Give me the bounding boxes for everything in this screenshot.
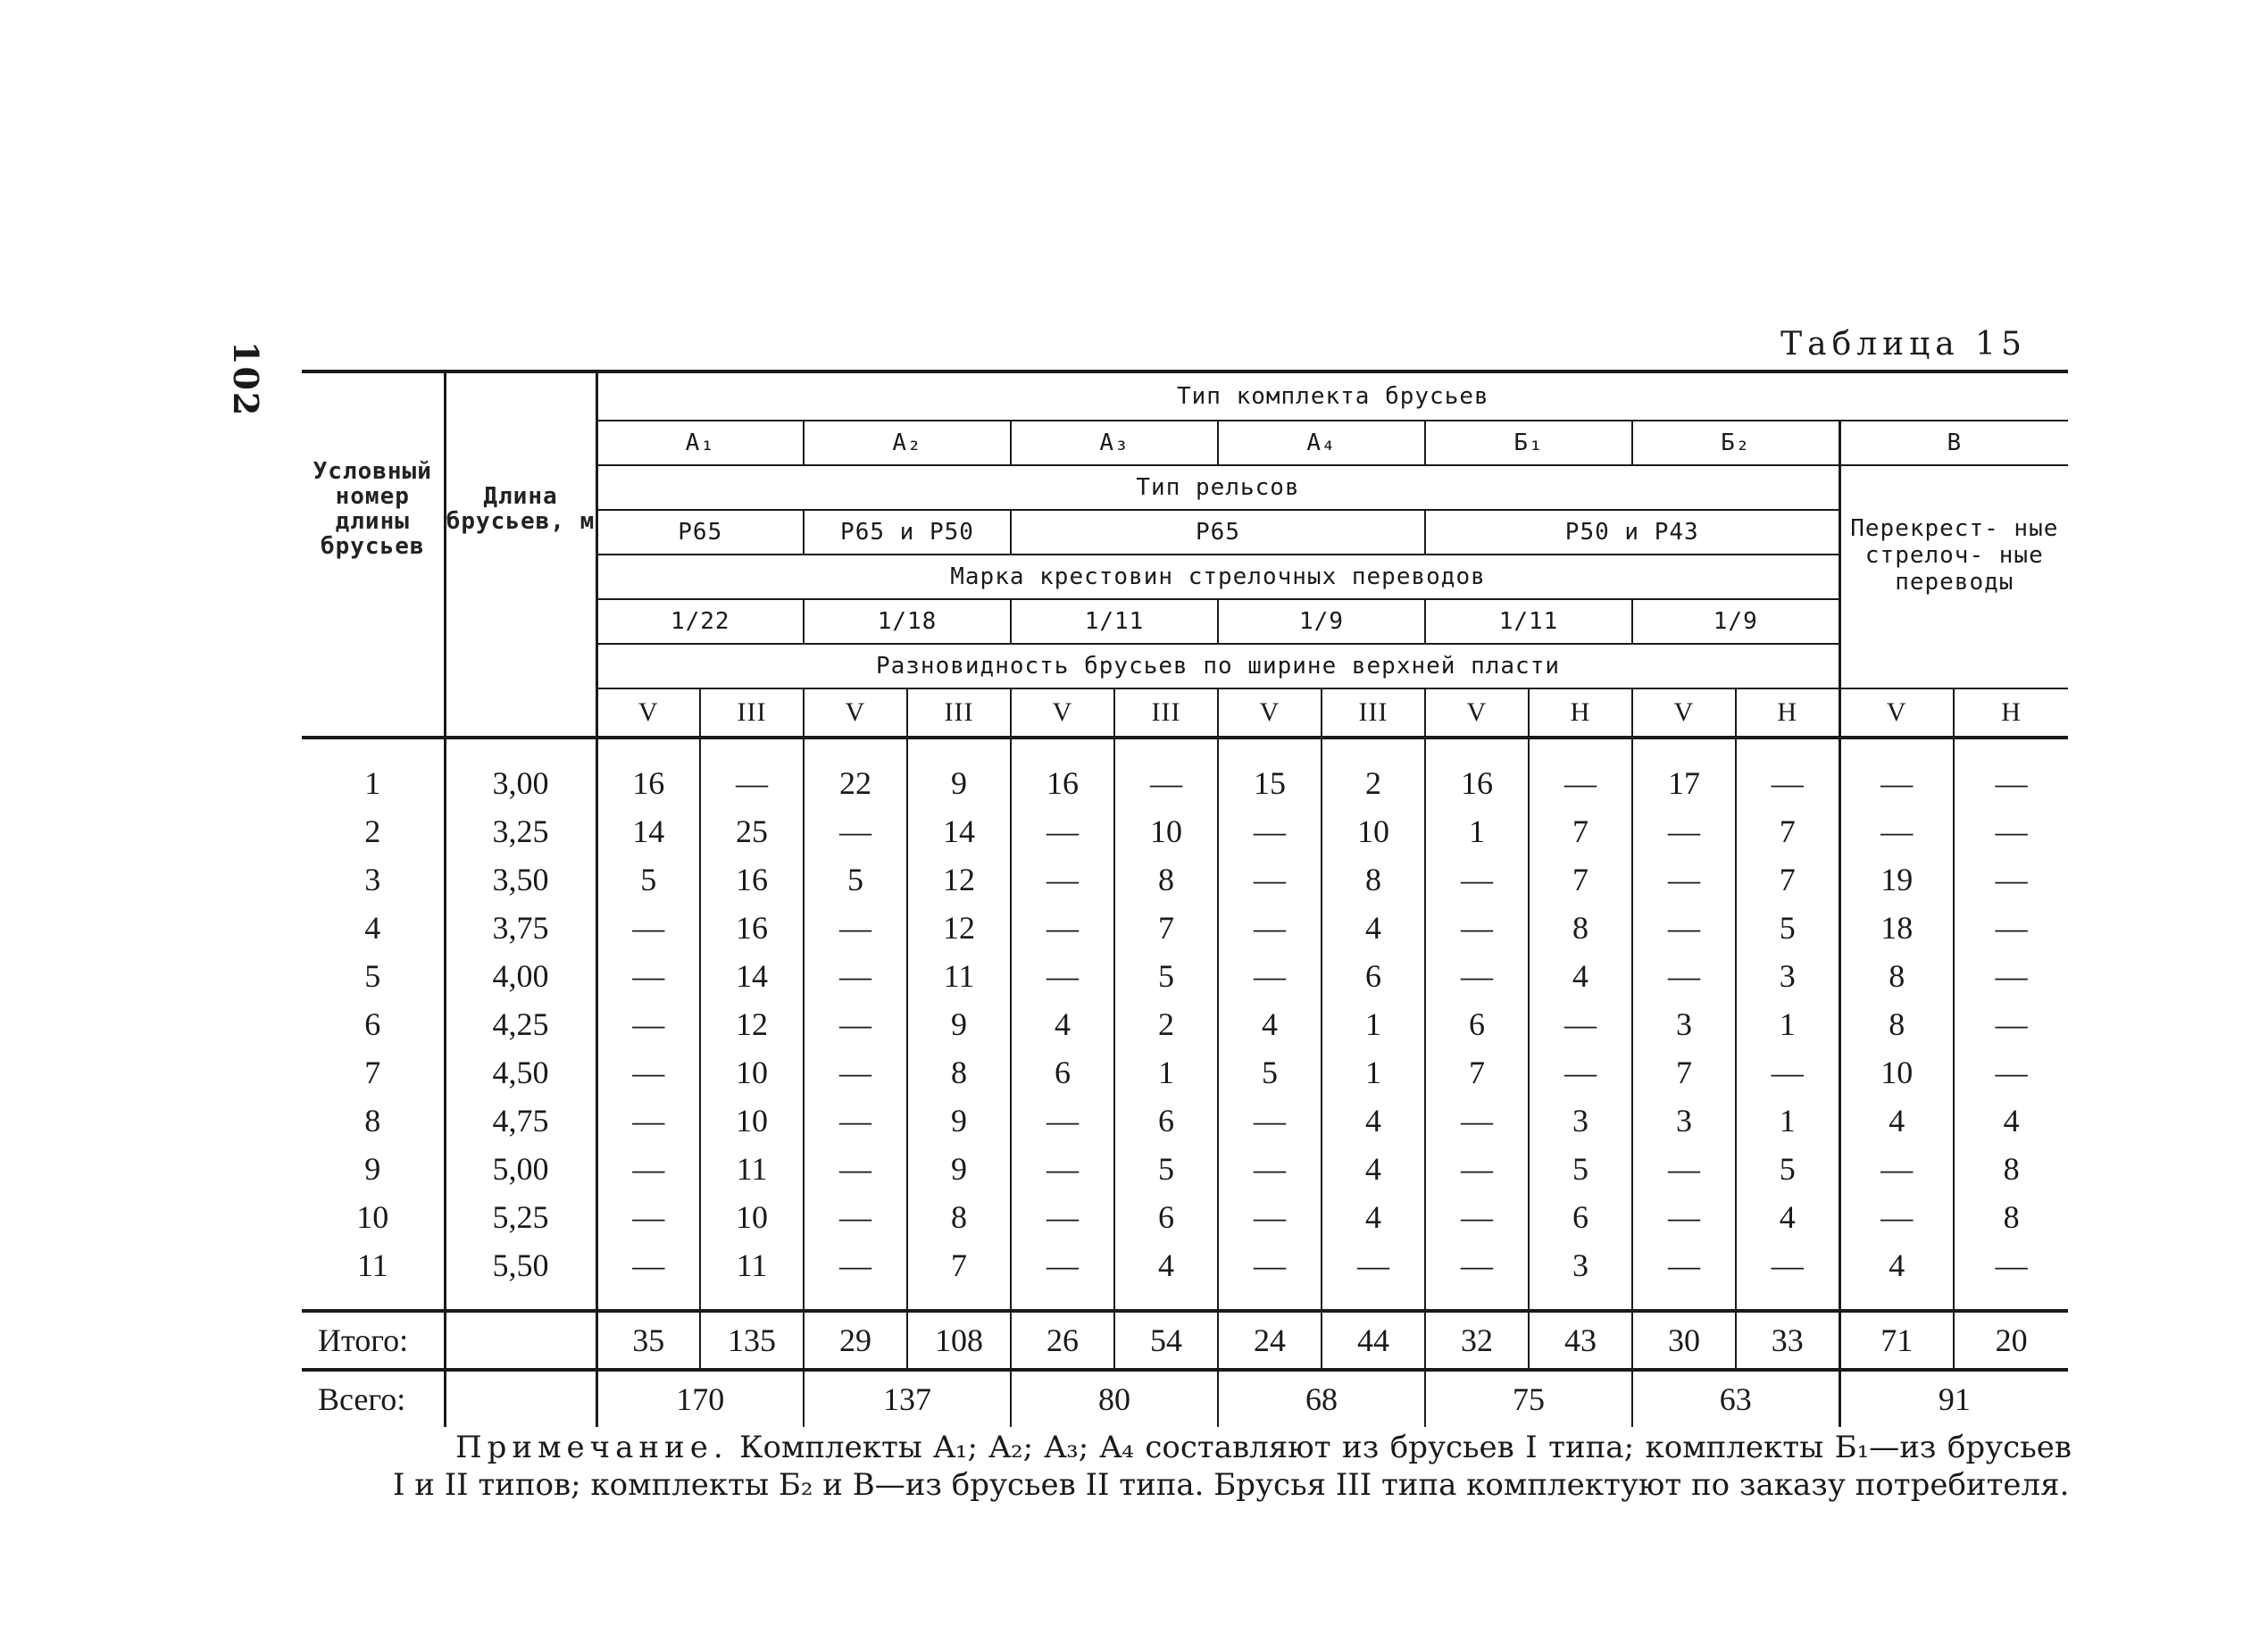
value-cell: — — [1425, 1097, 1529, 1145]
mark-header: 1/9 — [1218, 599, 1425, 644]
value-cell: 9 — [907, 1097, 1011, 1145]
value-cell: 4 — [1322, 904, 1425, 952]
value-cell: 4 — [1954, 1097, 2068, 1145]
row-number-cell: 1 — [364, 765, 381, 801]
sub-header: Н — [1954, 688, 2068, 738]
value-cell: — — [1736, 1048, 1839, 1097]
value-cell: — — [596, 1241, 700, 1311]
value-cell: — — [1529, 1000, 1632, 1048]
grand-total-cell: 75 — [1425, 1370, 1632, 1427]
value-cell: — — [1632, 855, 1736, 904]
value-cell: 6 — [1011, 1048, 1114, 1097]
value-cell: — — [1218, 1193, 1322, 1241]
value-cell: 7 — [1736, 807, 1839, 855]
value-cell: 16 — [596, 738, 700, 807]
value-cell: — — [1011, 807, 1114, 855]
value-cell: 5 — [804, 855, 907, 904]
value-cell: 5 — [1529, 1145, 1632, 1193]
value-cell: — — [1425, 904, 1529, 952]
note-text: Комплекты A₁; A₂; A₃; A₄ составляют из брусьев I типа; комплекты Б₁—из брусьев I и II типов; комплекты Б₂ и В—из брусьев II типа. Брусья III типа комплектуют по заказу потребителя. — [393, 1430, 2072, 1503]
value-cell: 10 — [700, 1048, 804, 1097]
value-cell: 5 — [596, 855, 700, 904]
value-cell: 3 — [1632, 1097, 1736, 1145]
value-cell: 1 — [1736, 1000, 1839, 1048]
value-cell: 18 — [1839, 904, 1954, 952]
value-cell: — — [1218, 1097, 1322, 1145]
value-cell: 4 — [1011, 1000, 1114, 1048]
total-cell: 108 — [907, 1311, 1011, 1370]
value-cell: — — [804, 1241, 907, 1311]
sub-header: V — [1425, 688, 1529, 738]
value-cell: — — [1425, 952, 1529, 1000]
value-cell: 1 — [1736, 1097, 1839, 1145]
table-row — [302, 855, 2068, 904]
sub-header: Н — [1736, 688, 1839, 738]
value-cell: 17 — [1632, 738, 1736, 807]
value-cell: — — [804, 1145, 907, 1193]
value-cell: — — [1839, 1145, 1954, 1193]
value-cell: 8 — [1114, 855, 1218, 904]
value-cell: — — [1425, 1145, 1529, 1193]
value-cell: 2 — [1114, 1000, 1218, 1048]
value-cell: — — [1011, 855, 1114, 904]
row-number-cell: 9 — [364, 1151, 381, 1187]
set-header: A₁ — [596, 421, 804, 465]
length-cell: 4,75 — [445, 1097, 596, 1145]
table-row — [302, 807, 2068, 855]
value-cell: — — [804, 1048, 907, 1097]
value-cell: 15 — [1218, 738, 1322, 807]
sub-header: III — [1114, 688, 1218, 738]
row-number-cell: 8 — [364, 1103, 381, 1139]
value-cell: — — [1218, 904, 1322, 952]
sub-header: III — [907, 688, 1011, 738]
total-cell: 135 — [700, 1311, 804, 1370]
table-15 — [302, 370, 2057, 1427]
table-note — [393, 1429, 2072, 1504]
value-cell: 1 — [1322, 1048, 1425, 1097]
total-cell: 26 — [1011, 1311, 1114, 1370]
value-cell: 4 — [1322, 1145, 1425, 1193]
length-cell: 4,00 — [445, 952, 596, 1000]
value-cell: 12 — [700, 1000, 804, 1048]
sub-header: III — [1322, 688, 1425, 738]
mark-header: 1/22 — [596, 599, 804, 644]
total-cell: 44 — [1322, 1311, 1425, 1370]
value-cell: 10 — [700, 1097, 804, 1145]
value-cell: — — [1954, 1241, 2068, 1311]
value-cell: 6 — [1114, 1193, 1218, 1241]
value-cell: — — [1736, 1241, 1839, 1311]
length-cell: 4,50 — [445, 1048, 596, 1097]
sub-header: V — [1839, 688, 1954, 738]
value-cell: — — [804, 807, 907, 855]
value-cell: 4 — [1322, 1097, 1425, 1145]
value-cell: — — [1011, 1145, 1114, 1193]
value-cell: — — [700, 738, 804, 807]
value-cell: 4 — [1529, 952, 1632, 1000]
value-cell: 16 — [700, 904, 804, 952]
value-cell: 19 — [1839, 855, 1954, 904]
value-cell: — — [596, 952, 700, 1000]
value-cell: 6 — [1322, 952, 1425, 1000]
value-cell: 5 — [1736, 904, 1839, 952]
length-cell: 5,00 — [445, 1145, 596, 1193]
sub-header: V — [1632, 688, 1736, 738]
total-cell: 35 — [596, 1311, 700, 1370]
value-cell: — — [596, 1000, 700, 1048]
grand-total-cell: 68 — [1218, 1370, 1425, 1427]
value-cell: — — [1011, 952, 1114, 1000]
sub-header: V — [596, 688, 700, 738]
value-cell: — — [804, 1097, 907, 1145]
grand-total-row — [302, 1370, 2068, 1427]
value-cell: 8 — [1839, 1000, 1954, 1048]
set-header: A₂ — [804, 421, 1011, 465]
value-cell: 4 — [1736, 1193, 1839, 1241]
value-cell: 14 — [907, 807, 1011, 855]
total-cell: 30 — [1632, 1311, 1736, 1370]
value-cell: 12 — [907, 904, 1011, 952]
row-number-cell: 5 — [364, 958, 381, 994]
value-cell: 7 — [907, 1241, 1011, 1311]
length-cell: 4,25 — [445, 1000, 596, 1048]
table-row — [302, 1241, 2068, 1311]
value-cell: — — [596, 1145, 700, 1193]
value-cell: — — [1218, 952, 1322, 1000]
value-cell: — — [1218, 1145, 1322, 1193]
rail-header: Р65 — [596, 510, 804, 555]
rail-header: Р65 — [1011, 510, 1425, 555]
row-number-cell: 3 — [364, 862, 381, 897]
table-caption: Таблица 15 — [1780, 326, 2027, 363]
value-cell: — — [804, 952, 907, 1000]
length-cell: 3,00 — [445, 738, 596, 807]
sub-header: V — [804, 688, 907, 738]
table-row — [302, 738, 2068, 807]
table-row — [302, 1097, 2068, 1145]
value-cell: 8 — [907, 1193, 1011, 1241]
mark-header: 1/9 — [1632, 599, 1839, 644]
cross-turnouts-header: Перекрест- ные стрелоч- ные переводы — [1839, 465, 2068, 644]
mark-header: 1/11 — [1011, 599, 1218, 644]
value-cell: — — [1425, 855, 1529, 904]
value-cell: 4 — [1839, 1097, 1954, 1145]
value-cell: 3 — [1529, 1097, 1632, 1145]
value-cell: 3 — [1632, 1000, 1736, 1048]
total-cell: 33 — [1736, 1311, 1839, 1370]
value-cell: 3 — [1736, 952, 1839, 1000]
value-cell: — — [1218, 855, 1322, 904]
value-cell: — — [1632, 904, 1736, 952]
value-cell: 8 — [1529, 904, 1632, 952]
row-number-cell: 4 — [364, 910, 381, 946]
set-type-header: Тип комплекта брусьев — [596, 371, 2068, 421]
total-cell: 24 — [1218, 1311, 1322, 1370]
set-header: A₃ — [1011, 421, 1218, 465]
value-cell: 7 — [1529, 807, 1632, 855]
mark-header: 1/18 — [804, 599, 1011, 644]
length-cell: 3,50 — [445, 855, 596, 904]
value-cell: — — [1954, 1000, 2068, 1048]
table-row — [302, 1000, 2068, 1048]
length-cell: 5,50 — [445, 1241, 596, 1311]
row-number-cell: 2 — [364, 813, 381, 849]
set-header: В — [1839, 421, 2068, 465]
value-cell: 12 — [907, 855, 1011, 904]
value-cell: — — [1632, 807, 1736, 855]
grand-total-cell: 63 — [1632, 1370, 1839, 1427]
table-row — [302, 1048, 2068, 1097]
row-number-cell: 6 — [364, 1006, 381, 1042]
value-cell: — — [596, 1097, 700, 1145]
length-cell: 5,25 — [445, 1193, 596, 1241]
rail-type-header: Тип рельсов — [596, 465, 1839, 510]
value-cell: — — [1218, 807, 1322, 855]
value-cell: 5 — [1114, 1145, 1218, 1193]
total-cell: 71 — [1839, 1311, 1954, 1370]
value-cell: — — [1954, 738, 2068, 807]
value-cell: — — [1425, 1241, 1529, 1311]
total-cell: 29 — [804, 1311, 907, 1370]
row-number-cell: 11 — [356, 1247, 388, 1283]
value-cell: — — [1954, 1048, 2068, 1097]
value-cell: — — [1114, 738, 1218, 807]
value-cell: 3 — [1529, 1241, 1632, 1311]
value-cell: — — [1839, 738, 1954, 807]
variety-header: Разновидность брусьев по ширине верхней пласти — [596, 644, 1839, 688]
value-cell: 5 — [1736, 1145, 1839, 1193]
value-cell: — — [1632, 1193, 1736, 1241]
value-cell: 11 — [700, 1145, 804, 1193]
value-cell: — — [1011, 904, 1114, 952]
value-cell: 6 — [1425, 1000, 1529, 1048]
sub-header: V — [1011, 688, 1114, 738]
value-cell: — — [1954, 952, 2068, 1000]
value-cell: 9 — [907, 1145, 1011, 1193]
totals-label: Итого: — [302, 1311, 445, 1370]
value-cell: 10 — [1322, 807, 1425, 855]
value-cell: 16 — [700, 855, 804, 904]
value-cell: — — [1954, 904, 2068, 952]
table-row — [302, 952, 2068, 1000]
total-cell: 54 — [1114, 1311, 1218, 1370]
value-cell: 8 — [1954, 1193, 2068, 1241]
value-cell: — — [1839, 807, 1954, 855]
total-cell: 32 — [1425, 1311, 1529, 1370]
value-cell: 4 — [1839, 1241, 1954, 1311]
value-cell: 4 — [1218, 1000, 1322, 1048]
table-row — [302, 1193, 2068, 1241]
value-cell: — — [1218, 1241, 1322, 1311]
value-cell: 14 — [596, 807, 700, 855]
value-cell: — — [1632, 1145, 1736, 1193]
table-row — [302, 904, 2068, 952]
value-cell: — — [804, 1193, 907, 1241]
value-cell: 1 — [1114, 1048, 1218, 1097]
totals-row — [302, 1311, 2068, 1370]
value-cell: — — [804, 1000, 907, 1048]
value-cell: 6 — [1114, 1097, 1218, 1145]
value-cell: 16 — [1425, 738, 1529, 807]
length-header: Длина брусьев, м — [445, 371, 596, 644]
value-cell: 7 — [1425, 1048, 1529, 1097]
value-cell: 9 — [907, 1000, 1011, 1048]
sub-header: V — [1218, 688, 1322, 738]
set-header: Б₁ — [1425, 421, 1632, 465]
value-cell: 8 — [1322, 855, 1425, 904]
value-cell: — — [1011, 1241, 1114, 1311]
data-table — [302, 370, 2068, 1427]
value-cell: 4 — [1322, 1193, 1425, 1241]
row-number-cell: 7 — [364, 1055, 381, 1090]
grand-total-cell: 170 — [596, 1370, 804, 1427]
value-cell: 14 — [700, 952, 804, 1000]
note-label: Примечание. — [455, 1430, 729, 1465]
value-cell: 22 — [804, 738, 907, 807]
value-cell: 4 — [1114, 1241, 1218, 1311]
total-cell: 20 — [1954, 1311, 2068, 1370]
value-cell: — — [1529, 1048, 1632, 1097]
set-header: A₄ — [1218, 421, 1425, 465]
value-cell: — — [1632, 1241, 1736, 1311]
value-cell: — — [596, 1048, 700, 1097]
value-cell: 9 — [907, 738, 1011, 807]
row-number-header: Условный номер длины брусьев — [302, 371, 445, 644]
mark-header: 1/11 — [1425, 599, 1632, 644]
total-cell: 43 — [1529, 1311, 1632, 1370]
value-cell: — — [1954, 807, 2068, 855]
value-cell: — — [1529, 738, 1632, 807]
value-cell: 7 — [1529, 855, 1632, 904]
rail-header: Р65 и Р50 — [804, 510, 1011, 555]
value-cell: 7 — [1632, 1048, 1736, 1097]
grand-total-cell: 137 — [804, 1370, 1011, 1427]
value-cell: 6 — [1529, 1193, 1632, 1241]
crossing-mark-header: Марка крестовин стрелочных переводов — [596, 555, 1839, 599]
value-cell: 2 — [1322, 738, 1425, 807]
value-cell: 1 — [1322, 1000, 1425, 1048]
grand-total-cell: 91 — [1839, 1370, 2068, 1427]
table-body — [302, 738, 2068, 1311]
value-cell: — — [596, 904, 700, 952]
value-cell: — — [1736, 738, 1839, 807]
value-cell: 10 — [1839, 1048, 1954, 1097]
value-cell: — — [1011, 1097, 1114, 1145]
sub-header: III — [700, 688, 804, 738]
value-cell: — — [804, 904, 907, 952]
grand-total-label: Всего: — [302, 1370, 445, 1427]
page-number: 102 — [226, 341, 266, 418]
value-cell: — — [1954, 855, 2068, 904]
value-cell: — — [1011, 1193, 1114, 1241]
value-cell: 1 — [1425, 807, 1529, 855]
value-cell: 10 — [700, 1193, 804, 1241]
length-cell: 3,25 — [445, 807, 596, 855]
length-cell: 3,75 — [445, 904, 596, 952]
value-cell: 25 — [700, 807, 804, 855]
value-cell: 8 — [1954, 1145, 2068, 1193]
value-cell: — — [1839, 1193, 1954, 1241]
value-cell: — — [1632, 952, 1736, 1000]
set-header: Б₂ — [1632, 421, 1839, 465]
value-cell: 11 — [907, 952, 1011, 1000]
row-number-cell: 10 — [356, 1199, 389, 1235]
rail-header: Р50 и Р43 — [1425, 510, 1839, 555]
sub-header: Н — [1529, 688, 1632, 738]
value-cell: 11 — [700, 1241, 804, 1311]
value-cell: 8 — [907, 1048, 1011, 1097]
table-row — [302, 1145, 2068, 1193]
value-cell: 16 — [1011, 738, 1114, 807]
value-cell: — — [596, 1193, 700, 1241]
value-cell: — — [1322, 1241, 1425, 1311]
value-cell: 7 — [1736, 855, 1839, 904]
grand-total-cell: 80 — [1011, 1370, 1218, 1427]
value-cell: 5 — [1114, 952, 1218, 1000]
value-cell: 8 — [1839, 952, 1954, 1000]
value-cell: 5 — [1218, 1048, 1322, 1097]
value-cell: — — [1425, 1193, 1529, 1241]
value-cell: 7 — [1114, 904, 1218, 952]
value-cell: 10 — [1114, 807, 1218, 855]
